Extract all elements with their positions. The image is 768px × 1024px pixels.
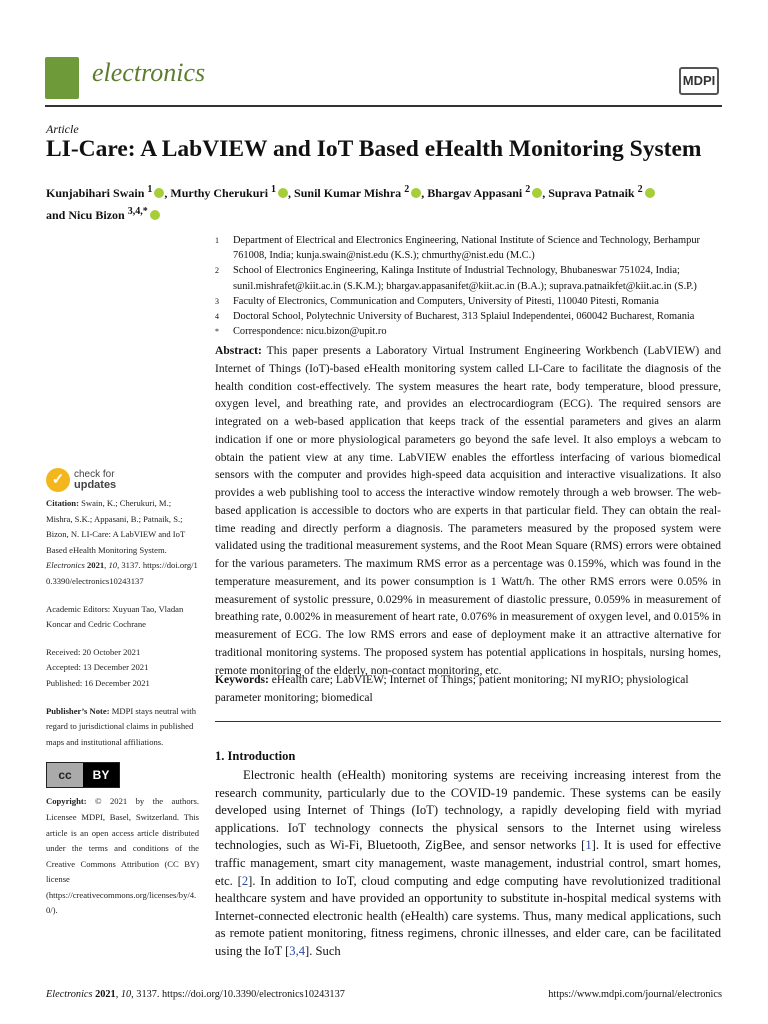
- accepted-date: Accepted: 13 December 2021: [46, 662, 149, 673]
- affiliation: [215, 263, 725, 293]
- author-list: Kunjabihari Swain $^1$ , Murthy Cherukuri $^1$ , Sunil Kumar Mishra $^2$ , Bhargav Appasani $^2$ , Suprava Patnaik $^2$ and Nicu Bizon $^{3,4,*}$: [46, 181, 726, 224]
- check-icon: ✓: [46, 468, 70, 492]
- author: Nicu Bizon: [68, 207, 125, 222]
- affiliation-text: Department of Electrical and Electronics Engineering, National Institute of Science and Technology, Berhampur 761008, India; kunja.swain@nist.edu (K.S.); chmurthy@nist.edu (M.C.): [233, 235, 700, 262]
- section-heading: 1. Introduction: [215, 749, 296, 763]
- received-date: Received: 20 October 2021: [46, 646, 141, 657]
- affiliation-text: Correspondence: nicu.bizon@upit.ro: [233, 326, 387, 338]
- doi-link[interactable]: , 3137. https://doi.org/10.3390/electronics10243137: [46, 560, 198, 586]
- journal-logo: [45, 57, 79, 99]
- author-sup: 3,4,*: [127, 205, 148, 217]
- page-footer: [46, 989, 722, 1000]
- orcid-icon[interactable]: [278, 188, 288, 198]
- affiliation-text: Doctoral School, Polytechnic University of Bucharest, 313 Splaiul Independentei, 060042 Bucharest, Romania: [233, 311, 695, 323]
- academic-editors: Academic Editors: Xuyuan Tao, Vladan Koncar and Cedric Cochrane: [46, 603, 184, 630]
- section-divider: [215, 721, 721, 722]
- author-sup: 2: [525, 184, 531, 195]
- footer-volume: 10: [120, 989, 132, 1000]
- check-for-updates-button[interactable]: [46, 468, 199, 492]
- affiliation-number: 3: [215, 296, 219, 306]
- affiliation-number: 1: [215, 236, 219, 245]
- affiliation-number: 4: [215, 312, 219, 322]
- by-icon: BY: [83, 763, 119, 787]
- journal-url-link[interactable]: https://www.mdpi.com/journal/electronics: [548, 989, 722, 1000]
- abstract-label: Abstract:: [215, 345, 262, 357]
- intro-paragraph: [215, 767, 721, 961]
- and-text: and: [46, 207, 66, 222]
- citation-text: Swain, K.; Cherukuri, M.; Mishra, S.K.; Appasani, B.; Patnaik, S.; Bizon, N. LI-Care: A LabVIEW and IoT Based eHealth Monitoring System.: [46, 498, 186, 555]
- text: ]. In addition to IoT, cloud computing and edge computing have revolutionized traditional healthcare system and have provided an opportunity to substitute in-hospital medical systems with Internet-connected electronic health (eHealth) care systems. Thus, many medical applications, such as remote patient monitoring, fitness regimens, chronic illnesses, and elder care, can be facilitated using the IoT [: [215, 873, 721, 958]
- published-date: Published: 16 December 2021: [46, 677, 150, 688]
- note-label: Publisher’s Note:: [46, 705, 110, 716]
- cc-icon: cc: [58, 768, 72, 783]
- citation-journal: Electronics: [46, 560, 85, 571]
- check-text: check for: [74, 469, 115, 480]
- abstract-text: This paper presents a Laboratory Virtual Instrument Engineering Workbench (LabVIEW) and Internet of Things (IoT)-based eHealth monitoring system called LI-Care to facilitate the diagnosis of the health condition cost-effectively. The system measures the heart rate, body temperature, blood pressure, oxygen level, and breathing rate, and provides an electrocardiogram (ECG). The required sensors are integrated on a web-based application that keeps track of the essential parameters and gives an alarm indication if one or more physiological parameters go beyond the safe level. It also employs a webcam to obtain the patient view at any time. LabVIEW enables the effortless interfacing of various biomedical sensors with the computer and provides high-speed data acquisition and interactive visualizations. It also provides a web publishing tool to access the interactive window remotely through a web browser. The web-based application is accessible to doctors who are experts in that particular field. They can obtain the real-time reading and directly perform a diagnosis. The parameters measured by the proposed system were validated using the traditional measurement systems, and the Root Mean Square (RMS) errors were obtained for the various parameters. The maximum RMS error as a percentage was 0.159%, which was found in the temperature measurement, and its power consumption is 1 Watt/h. The other RMS errors were 0.05% in measurement of systolic pressure, 0.029% in measurement of diastolic pressure, 0.059% in measurement of breathing rate, 0.002% in measurement of heart rate, 0.076% in measurement of oxygen level, and 0.015% in measurement of ECG. The low RMS errors and ease of deployment make it an attractive alternative for traditional monitoring systems. The proposed system has potential applications in hospitals, nursing homes, remote monitoring of the elderly, non-contact monitoring, etc.: [215, 345, 721, 677]
- abstract: [215, 343, 721, 680]
- copyright-label: Copyright:: [46, 796, 87, 807]
- mdpi-logo: MDPI: [679, 67, 719, 95]
- journal-name: electronics: [92, 58, 206, 87]
- note-text: MDPI stays neutral with regard to jurisdictional claims in published maps and institutional affiliations.: [46, 705, 196, 747]
- reference-link[interactable]: 2: [241, 873, 249, 888]
- copyright-text: © 2021 by the authors. Licensee MDPI, Basel, Switzerland. This article is an open access article distributed under the terms and conditions of the Creative Commons Attribution (CC BY) license (https://creativecommons.org/licenses/by/4.0/).: [46, 796, 199, 916]
- cc-by-license-icon[interactable]: [46, 762, 120, 788]
- sidebar: [46, 468, 199, 931]
- orcid-icon[interactable]: [411, 188, 421, 198]
- author-sup: 1: [271, 184, 277, 195]
- reference-link[interactable]: 1: [585, 838, 592, 853]
- citation-label: Citation:: [46, 498, 79, 508]
- affiliation-text: Faculty of Electronics, Communication and Computers, University of Pitesti, 110040 Pitesti, Romania: [233, 295, 659, 307]
- orcid-icon[interactable]: [532, 188, 542, 198]
- affiliation-number: 2: [215, 266, 219, 276]
- orcid-icon[interactable]: [154, 188, 164, 198]
- author: Suprava Patnaik: [548, 186, 635, 200]
- author-sup: 2: [637, 184, 643, 195]
- author: Kunjabihari Swain: [46, 186, 145, 200]
- author-sup: 1: [147, 184, 153, 195]
- paper-title: LI-Care: A LabVIEW and IoT Based eHealth Monitoring System: [46, 136, 702, 162]
- article-type: Article: [46, 122, 79, 136]
- reference-link[interactable]: 3,4: [289, 943, 306, 958]
- affiliation: [215, 324, 725, 339]
- affiliation-number: *: [215, 327, 219, 337]
- affiliation: [215, 309, 725, 324]
- updates-text: updates: [74, 479, 117, 491]
- affiliations: [215, 233, 725, 339]
- citation-year: 2021: [86, 560, 105, 571]
- affiliation: [215, 233, 725, 263]
- text: ]. Such: [305, 943, 341, 958]
- author: Murthy Cherukuri: [170, 186, 269, 200]
- affiliation: [215, 294, 725, 309]
- header-rule: [45, 105, 722, 107]
- orcid-icon[interactable]: [645, 188, 655, 198]
- keywords-text: eHealth care; LabVIEW; Internet of Things; patient monitoring; NI myRIO; physiological parameter monitoring; biomedical: [215, 674, 689, 704]
- citation: Citation: Swain, K.; Cherukuri, M.; Mishra, S.K.; Appasani, B.; Patnaik, S.; Bizon, N. LI-Care: A LabVIEW and IoT Based eHealth Monitoring System. Electronics 2021, 10, 3137. https://doi.org/10.3390/electronics10243137: [46, 498, 198, 586]
- orcid-icon[interactable]: [150, 210, 160, 220]
- affiliation-text: School of Electronics Engineering, Kalinga Institute of Industrial Technology, Bhubaneswar 751024, India; sunil.mishrafet@kiit.ac.in (S.K.M.); bhargav.appasanifet@kiit.ac.in (B.A.); suprava.patnaikfet@kiit.ac.in (S.P.): [233, 265, 697, 292]
- author: Bhargav Appasani: [427, 186, 523, 200]
- footer-citation: Electronics 2021, 10, 3137. https://doi.org/10.3390/electronics10243137: [46, 989, 345, 1000]
- footer-journal: Electronics: [46, 989, 93, 1000]
- text: Electronic health (eHealth) monitoring systems are receiving increasing interest from the research community, particularly due to the COVID-19 pandemic. These systems can be easily developed using Internet of Things (IoT) technology, a rapidly developing field with myriad applications. IoT technology connects the physical sensors to the Internet using wireless technologies, such as Wi-Fi, Bluetooth, ZigBee, and sensor networks [: [215, 768, 721, 853]
- copyright: [46, 794, 199, 919]
- publishers-note: [46, 704, 199, 751]
- author: Sunil Kumar Mishra: [294, 186, 402, 200]
- footer-year: 2021: [95, 989, 116, 1000]
- text: ]. It is used for effective traffic management, smart city management, waste management, industrial control, smart homes, etc. [: [215, 838, 721, 888]
- footer-doi-link[interactable]: , 3137. https://doi.org/10.3390/electronics10243137: [131, 989, 345, 1000]
- dates: [46, 645, 199, 692]
- author-sup: 2: [404, 184, 410, 195]
- keywords-label: Keywords:: [215, 674, 269, 686]
- citation-volume: 10: [108, 560, 118, 571]
- keywords: [215, 672, 721, 708]
